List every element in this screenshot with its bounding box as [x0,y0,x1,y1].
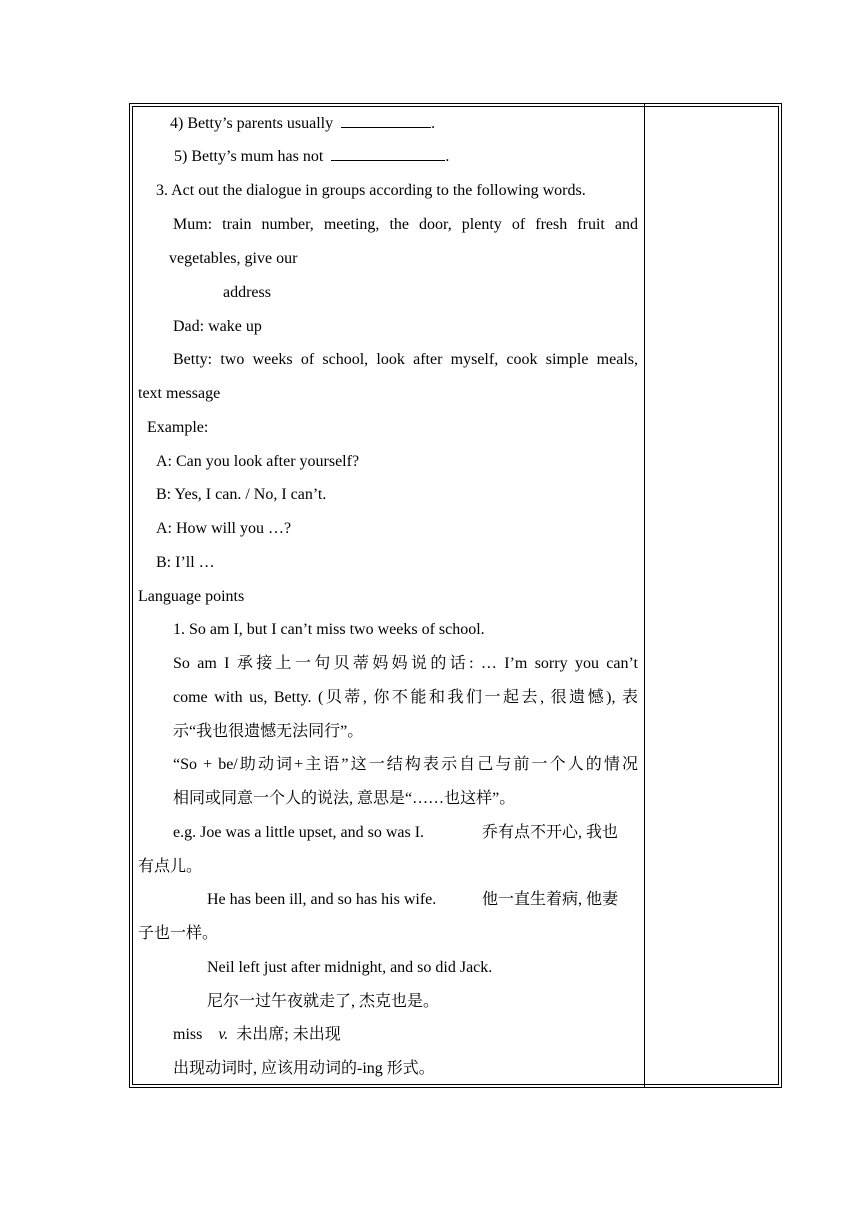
point-1-explain-1: So am I 承接上一句贝蒂妈妈说的话: … I’m sorry you can’t [173,655,638,672]
column-divider [644,104,645,1087]
dialogue-a2: A: How will you …? [156,520,292,537]
dialogue-b1: B: Yes, I can. / No, I can’t. [156,486,327,503]
example-3-en: Neil left just after midnight, and so did Jack. [207,959,493,976]
structure-explain-1: “So + be/助动词+主语”这一结构表示自己与前一个人的情况 [173,756,638,773]
betty-line-1: Betty: two weeks of school, look after myself, cook simple meals, [173,351,638,368]
point-1-explain-2: come with us, Betty. (贝蒂, 你不能和我们一起去, 很遗憾), 表 [173,689,638,706]
last-note: 出现动词时, 应该用动词的-ing 形式。 [173,1060,435,1077]
example-1-cn: 乔有点不开心, 我也 [482,824,619,841]
task-3: 3. Act out the dialogue in groups according to the following words. [156,182,586,199]
question-5: 5) Betty’s mum has not . [174,148,450,165]
point-1: 1. So am I, but I can’t miss two weeks of school. [173,621,485,638]
mum-line-1: Mum: train number, meeting, the door, plenty of fresh fruit and [173,216,638,233]
example-1-en: e.g. Joe was a little upset, and so was I. [173,824,425,841]
question-4: 4) Betty’s parents usually . [170,115,436,132]
example-2-cn: 他一直生着病, 他妻 [482,891,619,908]
dialogue-a1: A: Can you look after yourself? [156,453,360,470]
answer-blank [341,127,431,128]
example-1-cn-cont: 有点儿。 [138,858,203,875]
dialogue-b2: B: I’ll … [156,554,215,571]
example-heading: Example: [147,419,209,436]
language-points-heading: Language points [138,588,245,605]
example-2-cn-cont: 子也一样。 [138,925,219,942]
betty-line-2: text message [138,385,221,402]
answer-blank [331,160,445,161]
mum-line-2: vegetables, give our [169,250,298,267]
structure-explain-2: 相同或同意一个人的说法, 意思是“……也这样”。 [173,790,516,807]
vocab-miss: miss v. 未出席; 未出现 [173,1026,341,1043]
lesson-table [129,103,782,1088]
point-1-explain-3: 示“我也很遗憾无法同行”。 [173,723,364,740]
dad-line: Dad: wake up [173,318,262,335]
mum-line-3: address [223,284,271,301]
example-3-cn: 尼尔一过午夜就走了, 杰克也是。 [207,993,440,1010]
example-2-en: He has been ill, and so has his wife. [207,891,437,908]
